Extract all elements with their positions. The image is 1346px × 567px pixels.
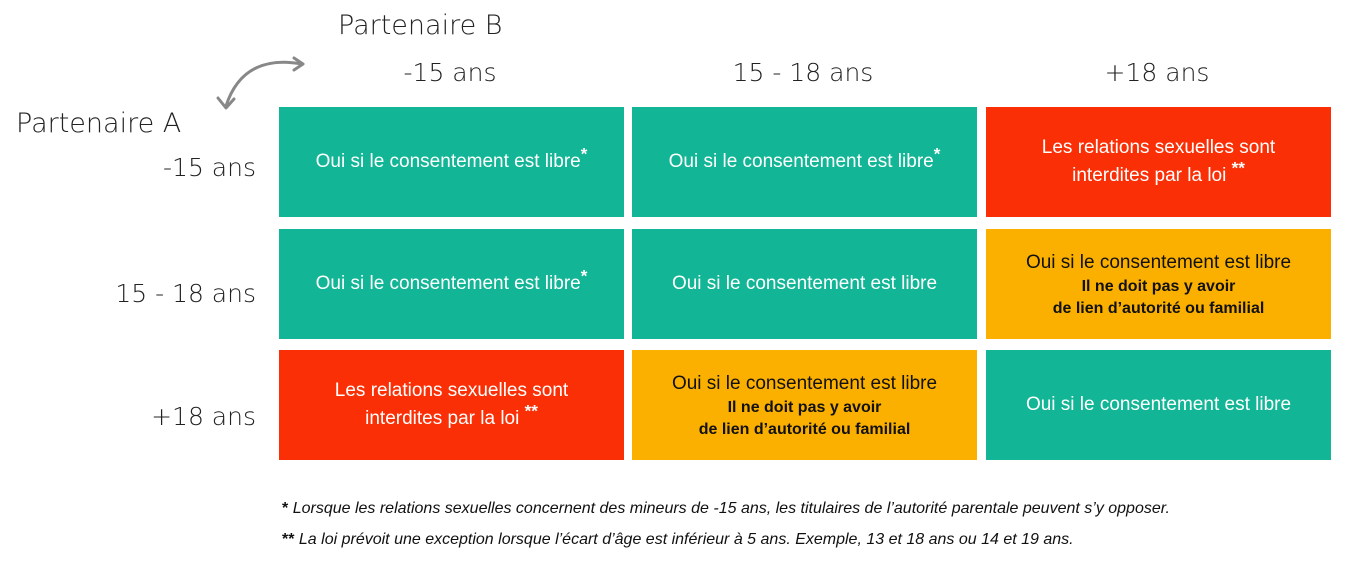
cell-text: Les relations sexuelles sont (334, 380, 569, 402)
cell-condition: de lien d’autorité ou familial (1052, 299, 1265, 317)
row-header-15-18: 15 - 18 ans (115, 279, 256, 308)
cell-condition: de lien d’autorité ou familial (698, 420, 911, 438)
footnote-mark: * (933, 144, 941, 164)
cell-green-r0c0 (279, 107, 624, 217)
cell-text: Oui si le consentement est libre (1025, 394, 1292, 416)
partner-b-label: Partenaire B (338, 10, 503, 41)
footnote-mark: ** (524, 401, 538, 421)
cell-text: Oui si le consentement est libre (315, 273, 581, 295)
cell-text: Les relations sexuelles sont (1041, 137, 1276, 159)
cell-red-r0c2 (986, 107, 1331, 217)
column-header-15-18: 15 - 18 ans (732, 58, 874, 87)
partner-a-label: Partenaire A (16, 108, 182, 139)
cell-condition: Il ne doit pas y avoir (727, 399, 882, 417)
cell-text: Oui si le consentement est libre (315, 151, 581, 173)
cell-text: Oui si le consentement est libre (668, 151, 934, 173)
cell-condition: Il ne doit pas y avoir (1081, 278, 1236, 296)
footnote-mark: * (580, 144, 588, 164)
cell-text: Oui si le consentement est libre (671, 273, 938, 295)
cell-text: interdites par la loi (365, 408, 520, 429)
cell-orange-r2c1 (632, 350, 977, 460)
cell-green-r1c1 (632, 229, 977, 339)
cell-text: interdites par la loi (1072, 165, 1227, 186)
cell-green-r1c0 (279, 229, 624, 339)
footnote-1: * Lorsque les relations sexuelles concernent des mineurs de -15 ans, les titulaires de l’autorité parentale peuvent s’y opposer. (282, 500, 1170, 517)
cell-orange-r1c2 (986, 229, 1331, 339)
cell-text: Oui si le consentement est libre (671, 372, 938, 394)
footnote-mark: ** (1231, 158, 1245, 178)
cell-green-r0c1 (632, 107, 977, 217)
footnote-2: ** La loi prévoit une exception lorsque l’écart d’âge est inférieur à 5 ans. Exemple, 13 et 18 ans ou 14 et 19 ans. (282, 531, 1074, 548)
column-header-over-18: +18 ans (1104, 58, 1210, 87)
cell-green-r2c2 (986, 350, 1331, 460)
cell-red-r2c0 (279, 350, 624, 460)
row-header-under-15: -15 ans (163, 153, 256, 182)
footnote-mark: * (580, 266, 588, 286)
cell-text: Oui si le consentement est libre (1025, 251, 1292, 273)
column-header-under-15: -15 ans (403, 58, 497, 87)
row-header-over-18: +18 ans (151, 402, 256, 431)
